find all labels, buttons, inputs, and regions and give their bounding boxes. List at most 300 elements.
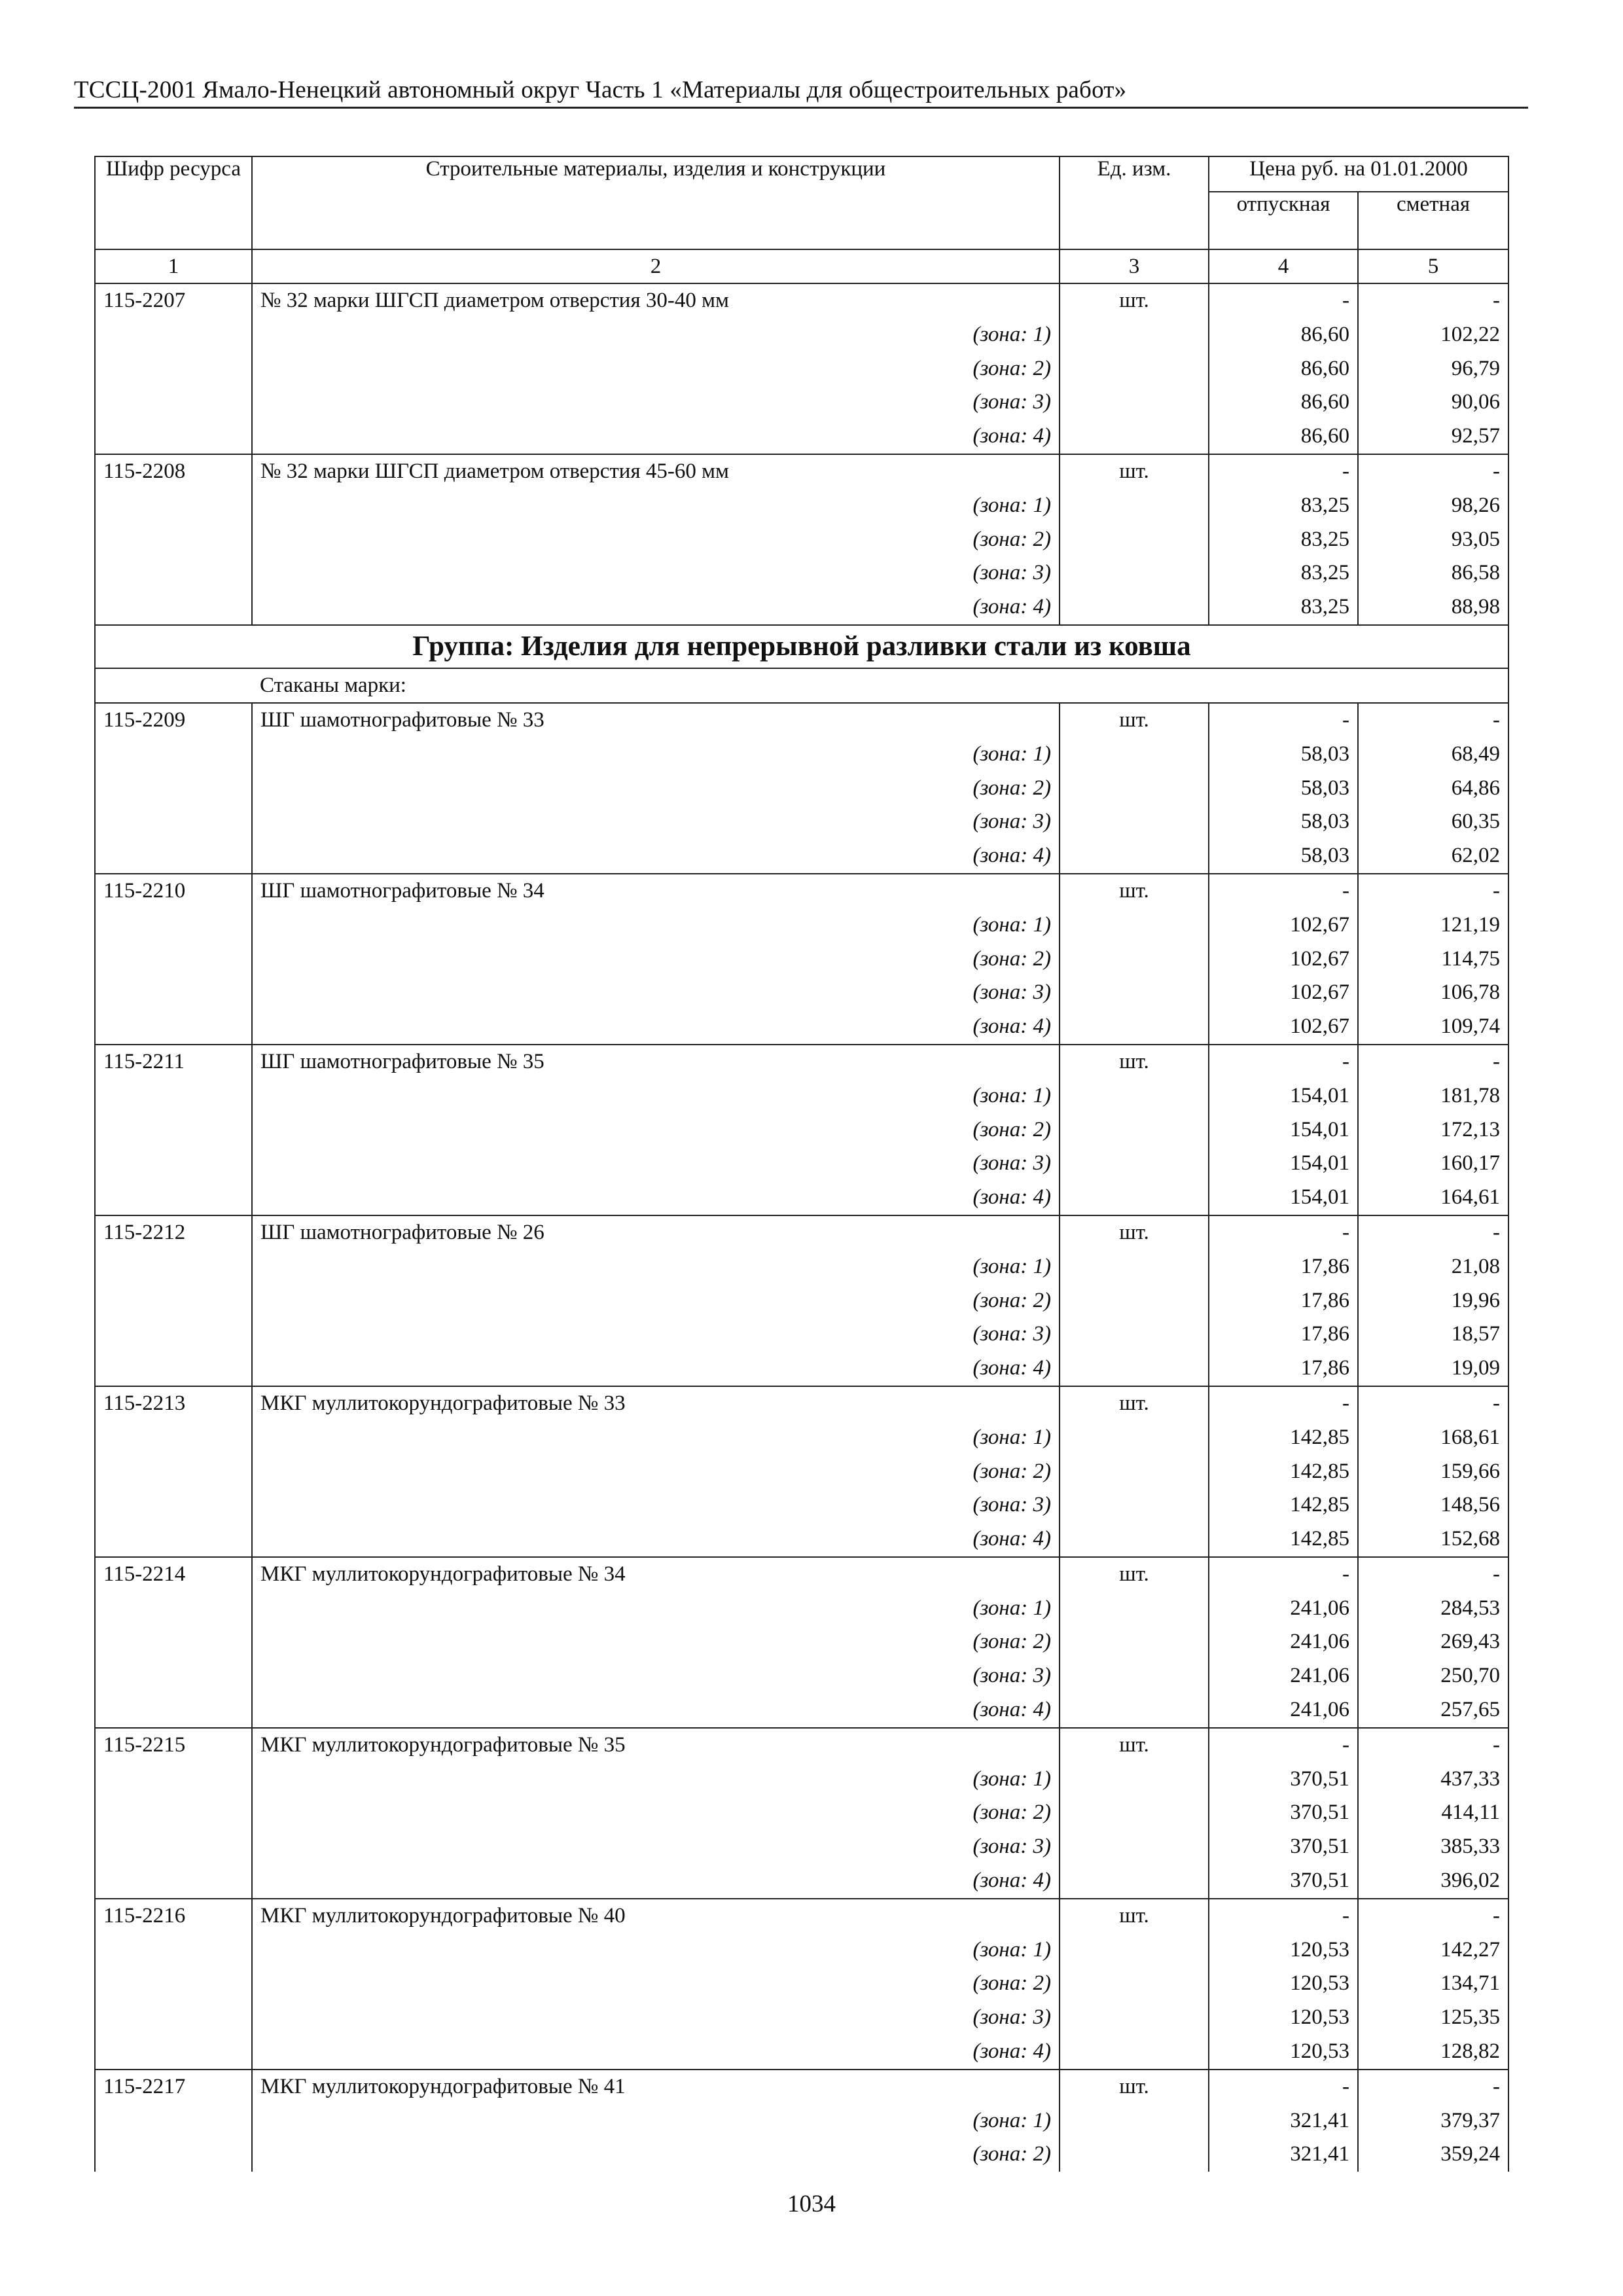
empty-code-cell (95, 2138, 252, 2172)
empty-code-cell (95, 2035, 252, 2070)
empty-unit-cell (1060, 1864, 1209, 1899)
estimate-price: 102,22 (1358, 318, 1508, 352)
empty-code-cell (95, 1079, 252, 1113)
estimate-price: 152,68 (1358, 1522, 1508, 1557)
release-price: - (1209, 1728, 1358, 1763)
zone-row (95, 2104, 1508, 2138)
estimate-price: 19,96 (1358, 1284, 1508, 1318)
release-price: 142,85 (1209, 1455, 1358, 1489)
estimate-price: - (1358, 1728, 1508, 1763)
release-price: 58,03 (1209, 738, 1358, 772)
release-price: 370,51 (1209, 1864, 1358, 1899)
estimate-price: 96,79 (1358, 352, 1508, 386)
release-price: 86,60 (1209, 318, 1358, 352)
release-price: - (1209, 703, 1358, 738)
table-row (95, 703, 1508, 738)
estimate-price: 168,61 (1358, 1421, 1508, 1455)
unit-cell: шт. (1060, 1386, 1209, 1421)
empty-unit-cell (1060, 1933, 1209, 1967)
estimate-price: 437,33 (1358, 1763, 1508, 1797)
zone-row (95, 386, 1508, 420)
zone-row (95, 772, 1508, 806)
estimate-price: 134,71 (1358, 1967, 1508, 2001)
zone-label: (зона: 1) (252, 1592, 1060, 1626)
empty-unit-cell (1060, 1010, 1209, 1045)
release-price: 370,51 (1209, 1763, 1358, 1797)
estimate-price: 148,56 (1358, 1488, 1508, 1522)
zone-row (95, 489, 1508, 523)
empty-unit-cell (1060, 420, 1209, 454)
zone-row (95, 839, 1508, 874)
zone-label: (зона: 1) (252, 2104, 1060, 2138)
table-row (95, 874, 1508, 908)
release-price: - (1209, 1215, 1358, 1250)
resource-code: 115-2210 (95, 874, 252, 908)
empty-unit-cell (1060, 1693, 1209, 1728)
empty-unit-cell (1060, 1625, 1209, 1659)
estimate-price: 106,78 (1358, 976, 1508, 1010)
estimate-price: 396,02 (1358, 1864, 1508, 1899)
empty-unit-cell (1060, 908, 1209, 942)
empty-unit-cell (1060, 839, 1209, 874)
zone-row (95, 1693, 1508, 1728)
table-row (95, 283, 1508, 318)
group-section (95, 625, 1508, 703)
estimate-price: 93,05 (1358, 523, 1508, 557)
empty-unit-cell (1060, 805, 1209, 839)
empty-code-cell (95, 1796, 252, 1830)
zone-label: (зона: 3) (252, 2001, 1060, 2035)
zone-label: (зона: 1) (252, 1933, 1060, 1967)
estimate-price: 21,08 (1358, 1250, 1508, 1284)
empty-code-cell (95, 839, 252, 874)
estimate-price: 284,53 (1358, 1592, 1508, 1626)
empty-unit-cell (1060, 772, 1209, 806)
empty-unit-cell (1060, 1079, 1209, 1113)
empty-code-cell (95, 556, 252, 590)
zone-row (95, 1864, 1508, 1899)
release-price: 154,01 (1209, 1147, 1358, 1181)
empty-unit-cell (1060, 489, 1209, 523)
estimate-price: 86,58 (1358, 556, 1508, 590)
zone-row (95, 1796, 1508, 1830)
zone-label: (зона: 1) (252, 1250, 1060, 1284)
zone-row (95, 318, 1508, 352)
release-price: 83,25 (1209, 590, 1358, 625)
zone-row (95, 1455, 1508, 1489)
estimate-price: - (1358, 283, 1508, 318)
empty-code-cell (95, 1250, 252, 1284)
zone-row (95, 556, 1508, 590)
estimate-price: 160,17 (1358, 1147, 1508, 1181)
zone-row (95, 1830, 1508, 1864)
empty-unit-cell (1060, 1592, 1209, 1626)
header-rule (74, 107, 1528, 109)
zone-label: (зона: 1) (252, 1421, 1060, 1455)
material-name: МКГ муллитокорундографитовые № 40 (252, 1899, 1060, 1933)
empty-code-cell (95, 1010, 252, 1045)
estimate-price: 164,61 (1358, 1181, 1508, 1215)
release-price: 58,03 (1209, 839, 1358, 874)
material-name: МКГ муллитокорундографитовые № 34 (252, 1557, 1060, 1592)
zone-row (95, 1625, 1508, 1659)
estimate-price: 172,13 (1358, 1113, 1508, 1147)
empty-unit-cell (1060, 386, 1209, 420)
empty-unit-cell (1060, 1352, 1209, 1386)
table-row (95, 1045, 1508, 1079)
estimate-price: 98,26 (1358, 489, 1508, 523)
estimate-price: 90,06 (1358, 386, 1508, 420)
release-price: - (1209, 283, 1358, 318)
zone-row (95, 738, 1508, 772)
table-row (95, 1557, 1508, 1592)
release-price: 120,53 (1209, 1933, 1358, 1967)
release-price: 83,25 (1209, 556, 1358, 590)
release-price: 120,53 (1209, 2001, 1358, 2035)
release-price: 142,85 (1209, 1488, 1358, 1522)
zone-label: (зона: 2) (252, 1625, 1060, 1659)
estimate-price: - (1358, 703, 1508, 738)
release-price: 142,85 (1209, 1522, 1358, 1557)
zone-label: (зона: 2) (252, 2138, 1060, 2172)
col-header-unit: Ед. изм. (1060, 156, 1209, 249)
release-price: 142,85 (1209, 1421, 1358, 1455)
zone-label: (зона: 2) (252, 352, 1060, 386)
release-price: - (1209, 2070, 1358, 2104)
estimate-price: 125,35 (1358, 2001, 1508, 2035)
table-body-before (95, 283, 1508, 625)
empty-code-cell (95, 1693, 252, 1728)
empty-unit-cell (1060, 318, 1209, 352)
empty-code-cell (95, 1659, 252, 1693)
zone-label: (зона: 3) (252, 805, 1060, 839)
zone-row (95, 1488, 1508, 1522)
unit-cell: шт. (1060, 2070, 1209, 2104)
estimate-price: 62,02 (1358, 839, 1508, 874)
estimate-price: 18,57 (1358, 1318, 1508, 1352)
estimate-price: - (1358, 874, 1508, 908)
estimate-price: 60,35 (1358, 805, 1508, 839)
release-price: 86,60 (1209, 386, 1358, 420)
estimate-price: 385,33 (1358, 1830, 1508, 1864)
empty-code-cell (95, 1830, 252, 1864)
subgroup-label: Стаканы марки: (252, 668, 1508, 703)
zone-row (95, 2035, 1508, 2070)
col-header-code: Шифр ресурса (95, 156, 252, 249)
release-price: 102,67 (1209, 942, 1358, 977)
estimate-price: - (1358, 2070, 1508, 2104)
resource-code: 115-2209 (95, 703, 252, 738)
release-price: - (1209, 874, 1358, 908)
empty-code-cell (95, 1488, 252, 1522)
empty-code-cell (95, 1967, 252, 2001)
resource-code: 115-2216 (95, 1899, 252, 1933)
empty-unit-cell (1060, 1113, 1209, 1147)
empty-code-cell (95, 386, 252, 420)
resource-code: 115-2212 (95, 1215, 252, 1250)
zone-label: (зона: 3) (252, 556, 1060, 590)
estimate-price: 359,24 (1358, 2138, 1508, 2172)
estimate-price: 142,27 (1358, 1933, 1508, 1967)
empty-code-cell (95, 805, 252, 839)
zone-label: (зона: 3) (252, 1488, 1060, 1522)
table-row (95, 1386, 1508, 1421)
empty-unit-cell (1060, 523, 1209, 557)
unit-cell: шт. (1060, 283, 1209, 318)
zone-label: (зона: 3) (252, 976, 1060, 1010)
empty-code-cell (95, 1113, 252, 1147)
zone-label: (зона: 2) (252, 1455, 1060, 1489)
zone-row (95, 1284, 1508, 1318)
zone-row (95, 1147, 1508, 1181)
zone-row (95, 1010, 1508, 1045)
col-number: 2 (252, 249, 1060, 283)
material-name: ШГ шамотнографитовые № 33 (252, 703, 1060, 738)
estimate-price: - (1358, 1045, 1508, 1079)
release-price: 241,06 (1209, 1659, 1358, 1693)
release-price: 17,86 (1209, 1352, 1358, 1386)
empty-unit-cell (1060, 1181, 1209, 1215)
unit-cell: шт. (1060, 1557, 1209, 1592)
empty-code-cell (95, 1421, 252, 1455)
empty-unit-cell (1060, 738, 1209, 772)
empty-code-cell (95, 976, 252, 1010)
empty-code-cell (95, 489, 252, 523)
empty-unit-cell (1060, 1455, 1209, 1489)
zone-label: (зона: 4) (252, 420, 1060, 454)
release-price: 120,53 (1209, 1967, 1358, 2001)
estimate-price: - (1358, 1386, 1508, 1421)
empty-code-cell (95, 352, 252, 386)
estimate-price: 64,86 (1358, 772, 1508, 806)
empty-code-cell (95, 1933, 252, 1967)
empty-code-cell (95, 1284, 252, 1318)
release-price: 370,51 (1209, 1796, 1358, 1830)
material-name: ШГ шамотнографитовые № 26 (252, 1215, 1060, 1250)
col-number: 4 (1209, 249, 1358, 283)
unit-cell: шт. (1060, 1045, 1209, 1079)
resource-code: 115-2214 (95, 1557, 252, 1592)
empty-code-cell (95, 1864, 252, 1899)
empty-code-cell (95, 1318, 252, 1352)
release-price: 154,01 (1209, 1079, 1358, 1113)
empty-unit-cell (1060, 976, 1209, 1010)
release-price: 86,60 (1209, 420, 1358, 454)
release-price: 321,41 (1209, 2104, 1358, 2138)
release-price: 17,86 (1209, 1284, 1358, 1318)
zone-row (95, 1592, 1508, 1626)
release-price: 102,67 (1209, 1010, 1358, 1045)
empty-code-cell (95, 1181, 252, 1215)
empty-unit-cell (1060, 1147, 1209, 1181)
estimate-price: 379,37 (1358, 2104, 1508, 2138)
zone-row (95, 1522, 1508, 1557)
zone-label: (зона: 2) (252, 1967, 1060, 2001)
zone-label: (зона: 1) (252, 738, 1060, 772)
zone-row (95, 1079, 1508, 1113)
release-price: - (1209, 1386, 1358, 1421)
empty-code-cell (95, 942, 252, 977)
unit-cell: шт. (1060, 1728, 1209, 1763)
estimate-price: 159,66 (1358, 1455, 1508, 1489)
empty-code-cell (95, 523, 252, 557)
table-row (95, 1728, 1508, 1763)
release-price: 58,03 (1209, 772, 1358, 806)
zone-row (95, 2138, 1508, 2172)
estimate-price: 114,75 (1358, 942, 1508, 977)
estimate-price: 19,09 (1358, 1352, 1508, 1386)
zone-label: (зона: 4) (252, 1864, 1060, 1899)
release-price: 241,06 (1209, 1693, 1358, 1728)
zone-row (95, 976, 1508, 1010)
zone-label: (зона: 3) (252, 1318, 1060, 1352)
release-price: 17,86 (1209, 1250, 1358, 1284)
estimate-price: 68,49 (1358, 738, 1508, 772)
empty-unit-cell (1060, 1421, 1209, 1455)
release-price: 154,01 (1209, 1113, 1358, 1147)
zone-label: (зона: 4) (252, 1693, 1060, 1728)
release-price: 83,25 (1209, 523, 1358, 557)
release-price: 241,06 (1209, 1592, 1358, 1626)
zone-row (95, 1181, 1508, 1215)
empty-code-cell (95, 1763, 252, 1797)
zone-row (95, 590, 1508, 625)
unit-cell: шт. (1060, 703, 1209, 738)
estimate-price: 181,78 (1358, 1079, 1508, 1113)
material-name: № 32 марки ШГСП диаметром отверстия 30-40 мм (252, 283, 1060, 318)
zone-label: (зона: 2) (252, 772, 1060, 806)
empty-unit-cell (1060, 1830, 1209, 1864)
zone-label: (зона: 2) (252, 523, 1060, 557)
zone-row (95, 942, 1508, 977)
zone-label: (зона: 4) (252, 2035, 1060, 2070)
empty-unit-cell (1060, 556, 1209, 590)
empty-unit-cell (1060, 2138, 1209, 2172)
unit-cell: шт. (1060, 1899, 1209, 1933)
zone-label: (зона: 1) (252, 908, 1060, 942)
zone-row (95, 1352, 1508, 1386)
estimate-price: 121,19 (1358, 908, 1508, 942)
estimate-price: 88,98 (1358, 590, 1508, 625)
zone-row (95, 1421, 1508, 1455)
col-number: 3 (1060, 249, 1209, 283)
table-body-after (95, 703, 1508, 2172)
release-price: 83,25 (1209, 489, 1358, 523)
zone-row (95, 2001, 1508, 2035)
empty-unit-cell (1060, 2104, 1209, 2138)
zone-label: (зона: 1) (252, 318, 1060, 352)
col-number: 5 (1358, 249, 1508, 283)
zone-row (95, 1763, 1508, 1797)
empty-unit-cell (1060, 1250, 1209, 1284)
release-price: - (1209, 1557, 1358, 1592)
estimate-price: - (1358, 1899, 1508, 1933)
resource-code: 115-2217 (95, 2070, 252, 2104)
empty-code-cell (95, 1592, 252, 1626)
zone-row (95, 908, 1508, 942)
table-row (95, 1215, 1508, 1250)
zone-label: (зона: 2) (252, 1796, 1060, 1830)
col-number: 1 (95, 249, 252, 283)
empty-code-cell (95, 420, 252, 454)
group-title: Группа: Изделия для непрерывной разливки стали из ковша (95, 625, 1508, 668)
zone-label: (зона: 1) (252, 489, 1060, 523)
release-price: 102,67 (1209, 976, 1358, 1010)
empty-unit-cell (1060, 590, 1209, 625)
zone-label: (зона: 2) (252, 942, 1060, 977)
price-table (94, 156, 1509, 2172)
col-header-release: отпускная (1209, 192, 1358, 249)
empty-unit-cell (1060, 2001, 1209, 2035)
release-price: 86,60 (1209, 352, 1358, 386)
empty-code-cell (95, 1522, 252, 1557)
zone-label: (зона: 4) (252, 839, 1060, 874)
release-price: 154,01 (1209, 1181, 1358, 1215)
material-name: ШГ шамотнографитовые № 35 (252, 1045, 1060, 1079)
zone-label: (зона: 4) (252, 590, 1060, 625)
resource-code: 115-2207 (95, 283, 252, 318)
empty-code-cell (95, 2001, 252, 2035)
empty-code-cell (95, 2104, 252, 2138)
zone-label: (зона: 2) (252, 1284, 1060, 1318)
resource-code: 115-2215 (95, 1728, 252, 1763)
resource-code: 115-2213 (95, 1386, 252, 1421)
zone-row (95, 352, 1508, 386)
release-price: 241,06 (1209, 1625, 1358, 1659)
unit-cell: шт. (1060, 1215, 1209, 1250)
zone-row (95, 420, 1508, 454)
estimate-price: 128,82 (1358, 2035, 1508, 2070)
release-price: - (1209, 1045, 1358, 1079)
empty-code-cell (95, 1147, 252, 1181)
zone-row (95, 1659, 1508, 1693)
estimate-price: 414,11 (1358, 1796, 1508, 1830)
material-name: МКГ муллитокорундографитовые № 35 (252, 1728, 1060, 1763)
empty-unit-cell (1060, 352, 1209, 386)
empty-code-cell (95, 1352, 252, 1386)
col-header-estimate: сметная (1358, 192, 1508, 249)
estimate-price: 269,43 (1358, 1625, 1508, 1659)
running-header: ТССЦ-2001 Ямало-Ненецкий автономный округ Часть 1 «Материалы для общестроительных работ» (74, 77, 1127, 103)
empty-code-cell (95, 318, 252, 352)
zone-row (95, 1318, 1508, 1352)
material-name: № 32 марки ШГСП диаметром отверстия 45-60 мм (252, 454, 1060, 489)
empty-code-cell (95, 772, 252, 806)
release-price: - (1209, 1899, 1358, 1933)
empty-unit-cell (1060, 1318, 1209, 1352)
release-price: 120,53 (1209, 2035, 1358, 2070)
zone-label: (зона: 4) (252, 1522, 1060, 1557)
zone-label: (зона: 1) (252, 1763, 1060, 1797)
table-row (95, 1899, 1508, 1933)
estimate-price: - (1358, 454, 1508, 489)
zone-label: (зона: 2) (252, 1113, 1060, 1147)
estimate-price: 257,65 (1358, 1693, 1508, 1728)
material-name: ШГ шамотнографитовые № 34 (252, 874, 1060, 908)
zone-label: (зона: 4) (252, 1010, 1060, 1045)
estimate-price: 250,70 (1358, 1659, 1508, 1693)
release-price: - (1209, 454, 1358, 489)
zone-label: (зона: 3) (252, 1659, 1060, 1693)
zone-row (95, 1967, 1508, 2001)
estimate-price: 92,57 (1358, 420, 1508, 454)
unit-cell: шт. (1060, 454, 1209, 489)
zone-label: (зона: 3) (252, 386, 1060, 420)
release-price: 102,67 (1209, 908, 1358, 942)
empty-code-cell (95, 908, 252, 942)
estimate-price: - (1358, 1557, 1508, 1592)
empty-unit-cell (1060, 1967, 1209, 2001)
